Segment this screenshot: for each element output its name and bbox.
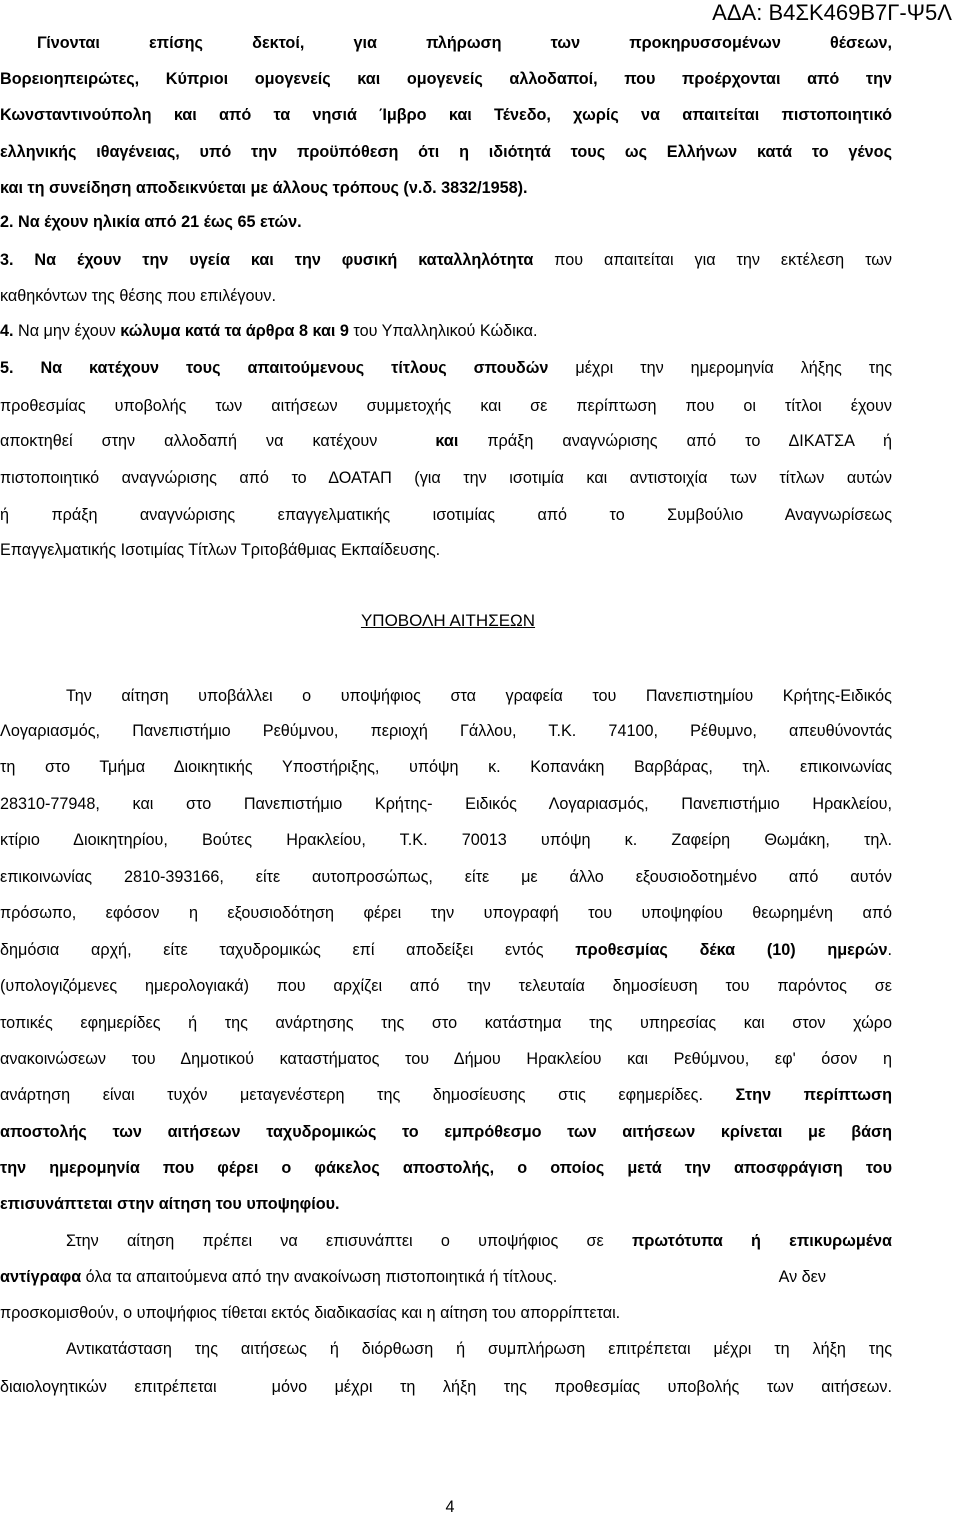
- paragraph-line: και τη συνείδηση αποδεικνύεται με άλλους τρόπους (ν.δ. 3832/1958).: [0, 179, 528, 197]
- requirement-item-3: [0, 250, 892, 270]
- text-span: διαιολογητικών επιτρέπεται: [0, 1378, 217, 1396]
- text-span: ανάρτηση είναι τυχόν μεταγενέστερη της δημοσίευσης στις εφημερίδες.: [0, 1086, 736, 1104]
- paragraph-line: Αντικατάσταση της αιτήσεως ή διόρθωση ή συμπλήρωση επιτρέπεται μέχρι τη λήξη της: [66, 1340, 892, 1358]
- text-span: Στην αίτηση πρέπει να επισυνάπτει ο υποψήφιος σε: [66, 1232, 632, 1250]
- requirement-item-4-text-end: του Υπαλληλικού Κώδικα.: [348, 322, 538, 340]
- paragraph-line: ελληνικής ιθαγένειας, υπό την προϋπόθεση ότι η ιδιότητά τους ως Ελλήνων κατά το γένος: [0, 143, 892, 161]
- requirement-item-2: 2. Να έχουν ηλικία από 21 έως 65 ετών.: [0, 213, 302, 231]
- ada-identifier: ΑΔΑ: Β4ΣΚ469Β7Γ-Ψ5Λ: [712, 0, 952, 25]
- text-span-bold: και: [435, 432, 459, 450]
- text-span-bold: αντίγραφα: [0, 1268, 82, 1286]
- text-span-bold: Στην περίπτωση: [735, 1086, 892, 1104]
- paragraph-line: [0, 1377, 892, 1397]
- text-span-bold: πρωτότυπα ή επικυρωμένα: [631, 1232, 892, 1250]
- requirement-item-3-rest: που απαιτείται για την εκτέλεση των: [533, 251, 892, 269]
- requirement-item-4: [0, 321, 960, 341]
- paragraph-line: Κωνσταντινούπολη και από τα νησιά Ίμβρο και Τένεδο, χωρίς να απαιτείται πιστοποιητικό: [0, 106, 892, 124]
- text-span: Αν δεν: [778, 1268, 826, 1286]
- section-heading: ΥΠΟΒΟΛΗ ΑΙΤΗΣΕΩΝ: [360, 611, 536, 630]
- paragraph-line: πρόσωπο, εφόσον η εξουσιοδότηση φέρει την υπογραφή του υποψηφίου θεωρημένη από: [0, 904, 892, 922]
- paragraph-line: τοπικές εφημερίδες ή της ανάρτησης της στο κατάστημα της υπηρεσίας και στον χώρο: [0, 1014, 892, 1032]
- paragraph-line: προθεσμίας υποβολής των αιτήσεων συμμετοχής και σε περίπτωση που οι τίτλοι έχουν: [0, 397, 892, 415]
- paragraph-line: [0, 431, 892, 451]
- deadline-bold: προθεσμίας δέκα (10) ημερών: [575, 941, 888, 959]
- paragraph-line: ή πράξη αναγνώρισης επαγγελματικής ισοτιμίας από το Συμβούλιο Αναγνωρίσεως: [0, 506, 892, 524]
- text-span: μόνο μέχρι τη λήξη της προθεσμίας υποβολής των αιτήσεων.: [271, 1378, 892, 1396]
- paragraph-line: επικοινωνίας 2810-393166, είτε αυτοπροσώπως, είτε με άλλο εξουσιοδοτημένο από αυτόν: [0, 868, 892, 886]
- paragraph-line: τη στο Τμήμα Διοικητικής Υποστήριξης, υπόψη κ. Κοπανάκη Βαρβάρας, τηλ. επικοινωνίας: [0, 758, 892, 776]
- paragraph-line: αποστολής των αιτήσεων ταχυδρομικώς το εμπρόθεσμο των αιτήσεων κρίνεται με βάση: [0, 1123, 892, 1141]
- paragraph-line: (υπολογιζόμενες ημερολογιακά) που αρχίζει από την τελευταία δημοσίευση του παρόντος σε: [0, 977, 892, 995]
- requirement-item-4-bold: κώλυμα κατά τα άρθρα 8 και 9: [120, 322, 349, 340]
- text-span: δημόσια αρχή, είτε ταχυδρομικώς επί αποδείξει εντός: [0, 941, 576, 959]
- requirement-item-5-bold: 5. Να κατέχουν τους απαιτούμενους τίτλους σπουδών: [0, 359, 549, 377]
- paragraph-line: [0, 1267, 892, 1287]
- requirement-item-3-bold: 3. Να έχουν την υγεία και την φυσική καταλληλότητα: [0, 251, 534, 269]
- paragraph-line: προσκομισθούν, ο υποψήφιος τίθεται εκτός διαδικασίας και η αίτηση του απορρίπτεται.: [0, 1304, 621, 1322]
- requirement-item-4-num: 4.: [0, 322, 14, 340]
- requirement-item-5: [0, 358, 892, 378]
- paragraph-line: την ημερομηνία που φέρει ο φάκελος αποστολής, ο οποίος μετά την αποσφράγιση του: [0, 1159, 892, 1177]
- paragraph-line: Επαγγελματικής Ισοτιμίας Τίτλων Τριτοβάθμιας Εκπαίδευσης.: [0, 541, 441, 559]
- paragraph-line: επισυνάπτεται στην αίτηση του υποψηφίου.: [0, 1195, 340, 1213]
- text-span: .: [887, 941, 892, 959]
- paragraph-line: Γίνονται επίσης δεκτοί, για πλήρωση των προκηρυσσομένων θέσεων,: [37, 34, 892, 52]
- paragraph-line: καθηκόντων της θέσης που επιλέγουν.: [0, 287, 276, 305]
- paragraph-line: πιστοποιητικό αναγνώρισης από το ΔΟΑΤΑΠ (για την ισοτιμία και αντιστοιχία των τίτλων αυτών: [0, 469, 892, 487]
- paragraph-line: Βορειοηπειρώτες, Κύπριοι ομογενείς και ομογενείς αλλοδαποί, που προέρχονται από την: [0, 70, 892, 88]
- text-span: αποκτηθεί στην αλλοδαπή να κατέχουν: [0, 432, 407, 450]
- page-number: 4: [445, 1498, 455, 1516]
- paragraph-line: [0, 940, 892, 960]
- text-span: πράξη αναγνώρισης από το ΔΙΚΑΤΣΑ ή: [458, 432, 892, 450]
- paragraph-line: Λογαριασμός, Πανεπιστήμιο Ρεθύμνου, περιοχή Γάλλου, Τ.Κ. 74100, Ρέθυμνο, απευθύνοντάς: [0, 722, 892, 740]
- text-span: όλα τα απαιτούμενα από την ανακοίνωση πιστοποιητικά ή τίτλους.: [81, 1268, 558, 1286]
- requirement-item-5-rest: μέχρι την ημερομηνία λήξης της: [548, 359, 892, 377]
- paragraph-line: [0, 1085, 892, 1105]
- paragraph-line: 28310-77948, και στο Πανεπιστήμιο Κρήτης- Ειδικός Λογαριασμός, Πανεπιστήμιο Ηρακλείου,: [0, 795, 892, 813]
- paragraph-line: ανακοινώσεων του Δημοτικού καταστήματος του Δήμου Ηρακλείου και Ρεθύμνου, εφ' όσον η: [0, 1050, 892, 1068]
- paragraph-line: Την αίτηση υποβάλλει ο υποψήφιος στα γραφεία του Πανεπιστημίου Κρήτης-Ειδικός: [66, 687, 892, 705]
- paragraph-line: [0, 1231, 892, 1251]
- paragraph-line: κτίριο Διοικητηρίου, Βούτες Ηρακλείου, Τ.Κ. 70013 υπόψη κ. Ζαφείρη Θωμάκη, τηλ.: [0, 831, 892, 849]
- requirement-item-4-text: Να μην έχουν: [13, 322, 121, 340]
